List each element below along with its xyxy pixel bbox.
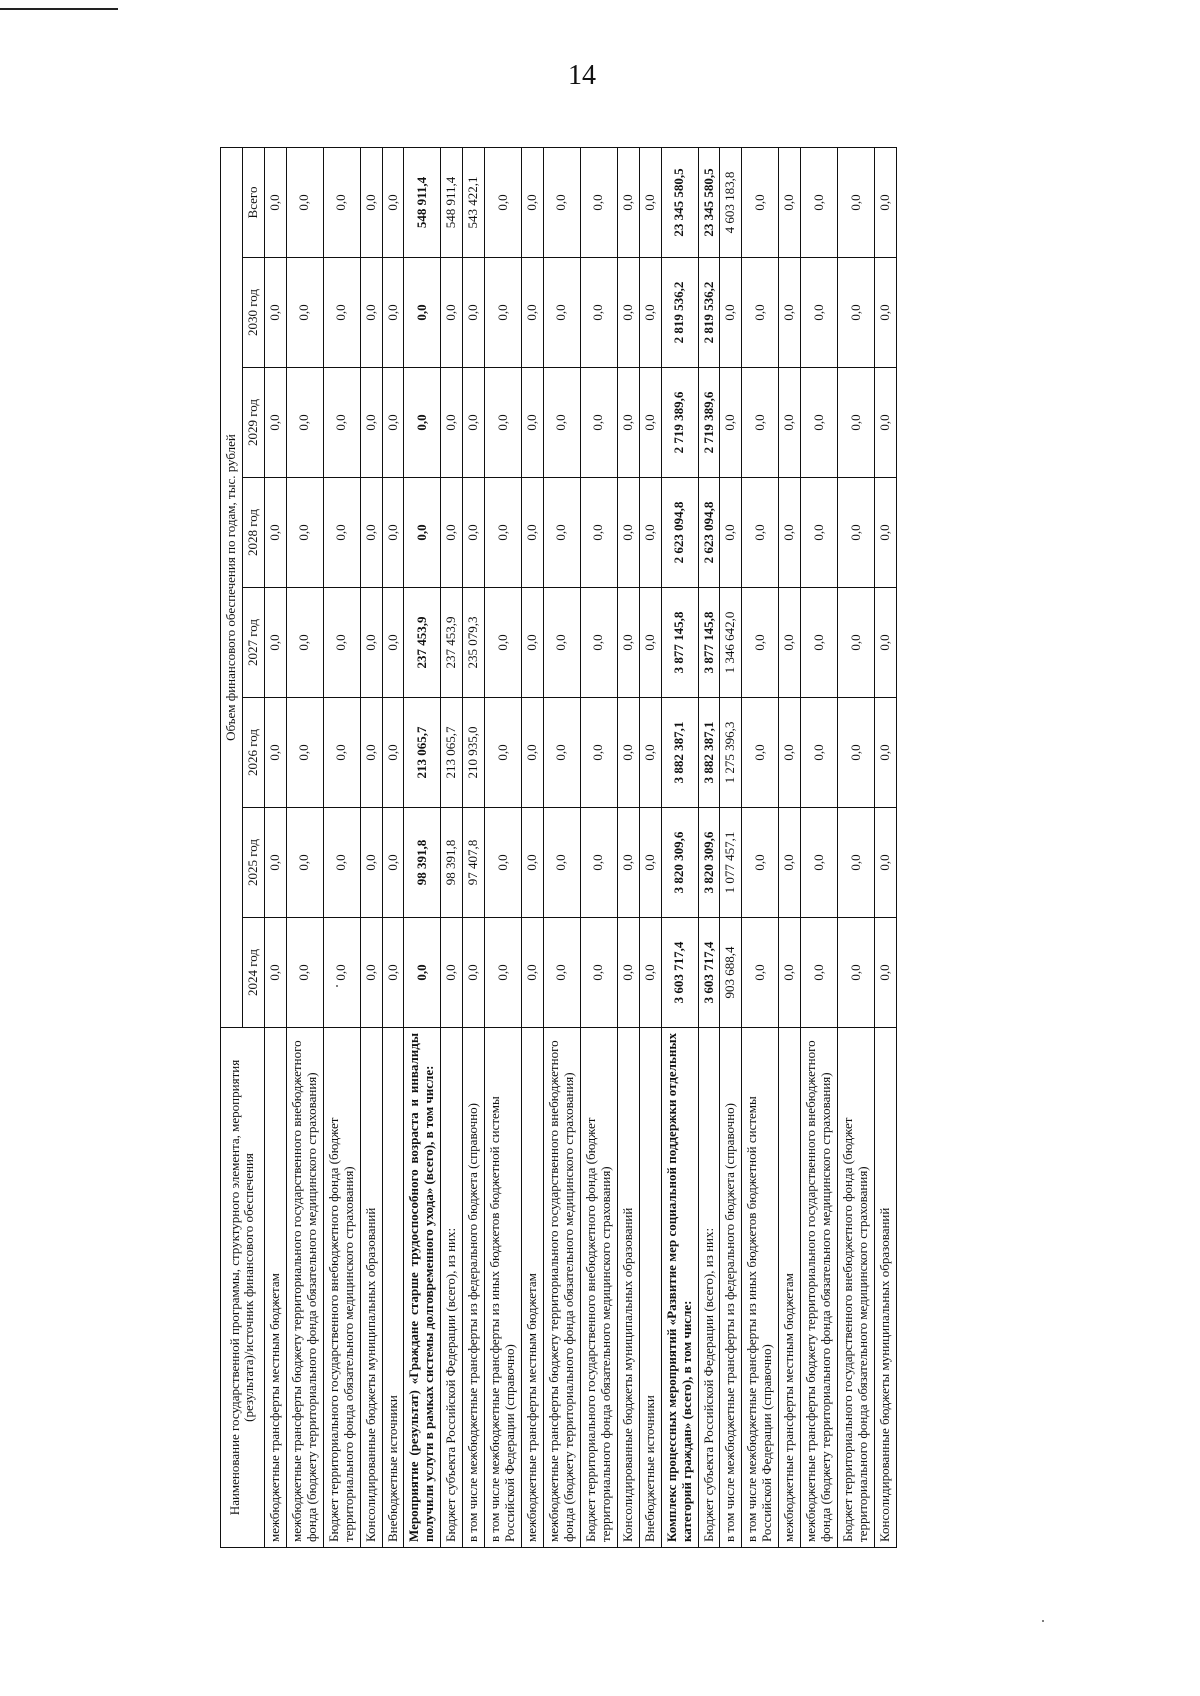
row-total-value: 0,0 — [382, 147, 404, 257]
page-number: 14 — [568, 60, 596, 91]
row-year-value: 0,0 — [264, 478, 286, 588]
row-total-value: 4 603 183,8 — [720, 147, 742, 257]
row-total-value: 0,0 — [360, 147, 382, 257]
row-year-value: 0,0 — [874, 478, 896, 588]
row-year-value: 0,0 — [720, 478, 742, 588]
row-year-value: 0,0 — [404, 368, 441, 478]
table-row — [286, 147, 323, 1547]
row-year-value: 0,0 — [522, 258, 544, 368]
row-year-value: 0,0 — [441, 478, 463, 588]
row-year-value: 0,0 — [639, 698, 661, 808]
row-year-value: 0,0 — [779, 368, 801, 478]
row-name: Бюджет территориального государственного внебюджетного фонда (бюджет территориального фонда обязательного медицинского страхования) — [580, 1028, 617, 1548]
row-year-value: 2 719 389,6 — [661, 368, 698, 478]
row-year-value: 0,0 — [779, 698, 801, 808]
table-row — [323, 147, 360, 1547]
row-total-value: 23 345 580,5 — [698, 147, 720, 257]
row-year-value: 0,0 — [463, 918, 485, 1028]
row-year-value: 0,0 — [639, 918, 661, 1028]
row-year-value: 0,0 — [360, 478, 382, 588]
row-name: Внебюджетные источники — [639, 1028, 661, 1548]
row-year-value: 2 623 094,8 — [698, 478, 720, 588]
row-year-value: 0,0 — [323, 258, 360, 368]
header-row-1 — [221, 147, 243, 1547]
table-row — [874, 147, 896, 1547]
row-name: межбюджетные трансферты бюджету территориального государственного внебюджетного фонда (бюджету территориального фонда обязательного медицинского страхования) — [801, 1028, 838, 1548]
row-year-value: 0,0 — [360, 588, 382, 698]
row-year-value: 0,0 — [463, 258, 485, 368]
row-year-value: 0,0 — [404, 918, 441, 1028]
row-total-value: 0,0 — [617, 147, 639, 257]
row-name: межбюджетные трансферты бюджету территориального государственного внебюджетного фонда (бюджету территориального фонда обязательного медицинского страхования) — [544, 1028, 581, 1548]
row-year-value: 0,0 — [360, 258, 382, 368]
row-name: Бюджет территориального государственного внебюджетного фонда (бюджет территориального фонда обязательного медицинского страхования) — [323, 1028, 360, 1548]
row-year-value: 0,0 — [522, 808, 544, 918]
row-year-value: 237 453,9 — [404, 588, 441, 698]
table-row — [522, 147, 544, 1547]
row-year-value: 0,0 — [264, 808, 286, 918]
table-row — [580, 147, 617, 1547]
row-name: Консолидированные бюджеты муниципальных образований — [874, 1028, 896, 1548]
row-year-value: 0,0 — [544, 368, 581, 478]
row-year-value: 1 346 642,0 — [720, 588, 742, 698]
row-year-value: 0,0 — [360, 918, 382, 1028]
row-year-value: 0,0 — [617, 368, 639, 478]
row-year-value: 3 882 387,1 — [698, 698, 720, 808]
row-total-value: 0,0 — [323, 147, 360, 257]
row-year-value: 1 077 457,1 — [720, 808, 742, 918]
row-year-value: 0,0 — [742, 368, 779, 478]
table-row — [441, 147, 463, 1547]
row-total-value: 0,0 — [779, 147, 801, 257]
row-year-value: 0,0 — [838, 918, 875, 1028]
row-year-value: 98 391,8 — [404, 808, 441, 918]
row-year-value: 0,0 — [580, 588, 617, 698]
row-name: Консолидированные бюджеты муниципальных образований — [617, 1028, 639, 1548]
header-year: 2026 год — [242, 698, 264, 808]
table-row — [698, 147, 720, 1547]
row-year-value: 0,0 — [485, 918, 522, 1028]
row-year-value: 0,0 — [639, 478, 661, 588]
row-year-value: 3 882 387,1 — [661, 698, 698, 808]
row-year-value: 0,0 — [838, 478, 875, 588]
table-row — [485, 147, 522, 1547]
row-name: межбюджетные трансферты местным бюджетам — [522, 1028, 544, 1548]
row-year-value: 0,0 — [264, 918, 286, 1028]
table-row — [617, 147, 639, 1547]
row-year-value: 213 065,7 — [404, 698, 441, 808]
row-year-value: 0,0 — [441, 258, 463, 368]
row-year-value: 3 603 717,4 — [698, 918, 720, 1028]
row-year-value: 0,0 — [874, 698, 896, 808]
row-year-value: 0,0 — [323, 478, 360, 588]
row-year-value: 0,0 — [286, 258, 323, 368]
row-year-value: 0,0 — [801, 588, 838, 698]
row-total-value: 0,0 — [485, 147, 522, 257]
row-year-value: 98 391,8 — [441, 808, 463, 918]
row-year-value: 0,0 — [639, 368, 661, 478]
rotated-table-container — [220, 148, 1040, 1548]
header-name-column: Наименование государственной программы, структурного элемента, мероприятия (результата)/источник финансового обеспечения — [221, 1028, 265, 1548]
row-name: Бюджет субъекта Российской Федерации (всего), из них: — [441, 1028, 463, 1548]
table-row — [382, 147, 404, 1547]
row-year-value: 0,0 — [485, 808, 522, 918]
row-total-value: 0,0 — [264, 147, 286, 257]
row-year-value: 0,0 — [544, 588, 581, 698]
table-row — [360, 147, 382, 1547]
table-row — [639, 147, 661, 1547]
row-year-value: 2 819 536,2 — [661, 258, 698, 368]
row-year-value: 0,0 — [264, 258, 286, 368]
row-year-value: 0,0 — [382, 258, 404, 368]
row-year-value: 0,0 — [742, 588, 779, 698]
row-year-value: 0,0 — [617, 918, 639, 1028]
row-year-value: 0,0 — [801, 478, 838, 588]
header-year: 2027 год — [242, 588, 264, 698]
row-year-value: 0,0 — [580, 808, 617, 918]
row-year-value: 0,0 — [742, 258, 779, 368]
row-year-value: 0,0 — [382, 698, 404, 808]
row-year-value: 0,0 — [485, 478, 522, 588]
table-row — [264, 147, 286, 1547]
row-year-value: 0,0 — [617, 588, 639, 698]
row-year-value: 0,0 — [580, 698, 617, 808]
row-total-value: 0,0 — [544, 147, 581, 257]
table-row — [720, 147, 742, 1547]
row-year-value: 0,0 — [522, 368, 544, 478]
row-year-value: 0,0 — [286, 808, 323, 918]
row-year-value: 0,0 — [580, 478, 617, 588]
row-year-value: 0,0 — [544, 258, 581, 368]
row-year-value: 0,0 — [720, 368, 742, 478]
row-year-value: 0,0 — [264, 698, 286, 808]
row-total-value: 0,0 — [874, 147, 896, 257]
header-year: 2025 год — [242, 808, 264, 918]
table-row — [463, 147, 485, 1547]
row-year-value: 0,0 — [639, 258, 661, 368]
row-year-value: 0,0 — [580, 258, 617, 368]
row-year-value: 0,0 — [544, 808, 581, 918]
row-name: в том числе межбюджетные трансферты из федерального бюджета (справочно) — [463, 1028, 485, 1548]
row-year-value: 210 935,0 — [463, 698, 485, 808]
row-year-value: 3 820 309,6 — [661, 808, 698, 918]
header-total: Всего — [242, 147, 264, 257]
row-year-value: 213 065,7 — [441, 698, 463, 808]
scan-speck — [1042, 1620, 1044, 1622]
table-body — [264, 147, 896, 1547]
row-year-value: 0,0 — [801, 808, 838, 918]
row-name: Комплекс процессных мероприятий «Развитие мер социальной поддержки отдельных категорий граждан» (всего), в том числе: — [661, 1028, 698, 1548]
row-name: Бюджет субъекта Российской Федерации (всего), из них: — [698, 1028, 720, 1548]
row-year-value: 235 079,3 — [463, 588, 485, 698]
row-name: в том числе межбюджетные трансферты из федерального бюджета (справочно) — [720, 1028, 742, 1548]
header-year: 2024 год — [242, 918, 264, 1028]
header-year: 2030 год — [242, 258, 264, 368]
row-name: Бюджет территориального государственного внебюджетного фонда (бюджет территориального фонда обязательного медицинского страхования) — [838, 1028, 875, 1548]
row-year-value: 0,0 — [286, 918, 323, 1028]
row-year-value: 0,0 — [874, 588, 896, 698]
row-year-value: 0,0 — [360, 808, 382, 918]
row-year-value: 0,0 — [382, 808, 404, 918]
row-year-value: 237 453,9 — [441, 588, 463, 698]
row-year-value: 0,0 — [874, 258, 896, 368]
row-year-value: 0,0 — [617, 478, 639, 588]
row-year-value: 0,0 — [779, 918, 801, 1028]
row-year-value: 0,0 — [779, 258, 801, 368]
row-year-value: 0,0 — [720, 258, 742, 368]
table-row — [404, 147, 441, 1547]
row-year-value: 0,0 — [485, 368, 522, 478]
row-year-value: 3 603 717,4 — [661, 918, 698, 1028]
row-name: межбюджетные трансферты бюджету территориального государственного внебюджетного фонда (бюджету территориального фонда обязательного медицинского страхования) — [286, 1028, 323, 1548]
row-year-value: 0,0 — [580, 918, 617, 1028]
row-year-value: 0,0 — [838, 258, 875, 368]
row-total-value: 543 422,1 — [463, 147, 485, 257]
row-year-value: 0,0 — [360, 368, 382, 478]
row-year-value: 0,0 — [801, 258, 838, 368]
row-name: межбюджетные трансферты местным бюджетам — [264, 1028, 286, 1548]
row-year-value: 0,0 — [544, 478, 581, 588]
table-row — [838, 147, 875, 1547]
row-year-value: 0,0 — [522, 918, 544, 1028]
row-year-value: 0,0 — [779, 808, 801, 918]
row-name: Мероприятие (результат) «Граждане старше трудоспособного возраста и инвалиды получили услуги в рамках системы долговременного ухода» (всего), в том числе: — [404, 1028, 441, 1548]
row-year-value: 0,0 — [801, 698, 838, 808]
row-year-value: 0,0 — [286, 478, 323, 588]
row-total-value: 0,0 — [639, 147, 661, 257]
row-year-value: 0,0 — [485, 258, 522, 368]
row-year-value: 0,0 — [522, 588, 544, 698]
row-year-value: 0,0 — [801, 918, 838, 1028]
row-year-value: 0,0 — [801, 368, 838, 478]
row-year-value: 0,0 — [838, 808, 875, 918]
row-year-value: 0,0 — [286, 698, 323, 808]
row-year-value: 0,0 — [441, 918, 463, 1028]
row-year-value: 0,0 — [639, 588, 661, 698]
row-year-value: 0,0 — [838, 588, 875, 698]
row-year-value: 0,0 — [323, 918, 360, 1028]
row-year-value: 0,0 — [382, 588, 404, 698]
row-year-value: 2 819 536,2 — [698, 258, 720, 368]
row-total-value: 0,0 — [522, 147, 544, 257]
row-year-value: 0,0 — [874, 368, 896, 478]
row-year-value: 0,0 — [360, 698, 382, 808]
row-year-value: 97 407,8 — [463, 808, 485, 918]
row-year-value: 0,0 — [264, 368, 286, 478]
row-year-value: 0,0 — [617, 258, 639, 368]
row-year-value: 0,0 — [742, 478, 779, 588]
row-total-value: 0,0 — [286, 147, 323, 257]
row-year-value: 0,0 — [323, 698, 360, 808]
row-year-value: 0,0 — [544, 918, 581, 1028]
row-total-value: 0,0 — [580, 147, 617, 257]
table-row — [801, 147, 838, 1547]
row-year-value: 1 275 396,3 — [720, 698, 742, 808]
financing-table — [220, 147, 897, 1548]
row-year-value: 0,0 — [838, 698, 875, 808]
row-year-value: 2 623 094,8 — [661, 478, 698, 588]
row-year-value: 0,0 — [404, 478, 441, 588]
table-row — [742, 147, 779, 1547]
table-row — [779, 147, 801, 1547]
row-year-value: 0,0 — [485, 588, 522, 698]
row-year-value: 0,0 — [580, 368, 617, 478]
row-year-value: 0,0 — [286, 368, 323, 478]
row-year-value: 0,0 — [639, 808, 661, 918]
row-total-value: 0,0 — [742, 147, 779, 257]
row-year-value: 0,0 — [286, 588, 323, 698]
row-year-value: 0,0 — [742, 808, 779, 918]
header-year: 2029 год — [242, 368, 264, 478]
row-year-value: 0,0 — [463, 368, 485, 478]
row-year-value: 0,0 — [323, 588, 360, 698]
row-year-value: 0,0 — [838, 368, 875, 478]
row-year-value: 0,0 — [522, 478, 544, 588]
header-year: 2028 год — [242, 478, 264, 588]
row-year-value: 0,0 — [382, 478, 404, 588]
row-total-value: 23 345 580,5 — [661, 147, 698, 257]
row-year-value: 0,0 — [779, 588, 801, 698]
row-total-value: 548 911,4 — [404, 147, 441, 257]
row-total-value: 0,0 — [801, 147, 838, 257]
row-year-value: 0,0 — [404, 258, 441, 368]
row-year-value: 0,0 — [779, 478, 801, 588]
row-year-value: 0,0 — [323, 368, 360, 478]
row-year-value: 0,0 — [463, 478, 485, 588]
row-year-value: 0,0 — [742, 698, 779, 808]
row-year-value: 0,0 — [323, 808, 360, 918]
row-year-value: 0,0 — [441, 368, 463, 478]
header-funding-group: Объем финансового обеспечения по годам, тыс. рублей — [221, 147, 243, 1027]
row-total-value: 0,0 — [838, 147, 875, 257]
row-year-value: 3 820 309,6 — [698, 808, 720, 918]
row-year-value: 0,0 — [874, 918, 896, 1028]
row-year-value: 0,0 — [264, 588, 286, 698]
row-year-value: 0,0 — [382, 918, 404, 1028]
row-year-value: 0,0 — [522, 698, 544, 808]
row-year-value: 0,0 — [544, 698, 581, 808]
table-row — [544, 147, 581, 1547]
row-year-value: 903 688,4 — [720, 918, 742, 1028]
row-name: в том числе межбюджетные трансферты из иных бюджетов бюджетной системы Российской Федерации (справочно) — [485, 1028, 522, 1548]
row-year-value: 0,0 — [742, 918, 779, 1028]
row-year-value: 0,0 — [617, 808, 639, 918]
row-name: межбюджетные трансферты местным бюджетам — [779, 1028, 801, 1548]
table-row — [661, 147, 698, 1547]
corner-rule — [0, 8, 118, 10]
row-year-value: 0,0 — [874, 808, 896, 918]
row-name: в том числе межбюджетные трансферты из иных бюджетов бюджетной системы Российской Федерации (справочно) — [742, 1028, 779, 1548]
row-name: Внебюджетные источники — [382, 1028, 404, 1548]
row-name: Консолидированные бюджеты муниципальных образований — [360, 1028, 382, 1548]
row-year-value: 0,0 — [617, 698, 639, 808]
row-year-value: 0,0 — [382, 368, 404, 478]
row-year-value: 2 719 389,6 — [698, 368, 720, 478]
row-year-value: 3 877 145,8 — [698, 588, 720, 698]
row-year-value: 0,0 — [485, 698, 522, 808]
row-year-value: 3 877 145,8 — [661, 588, 698, 698]
row-total-value: 548 911,4 — [441, 147, 463, 257]
